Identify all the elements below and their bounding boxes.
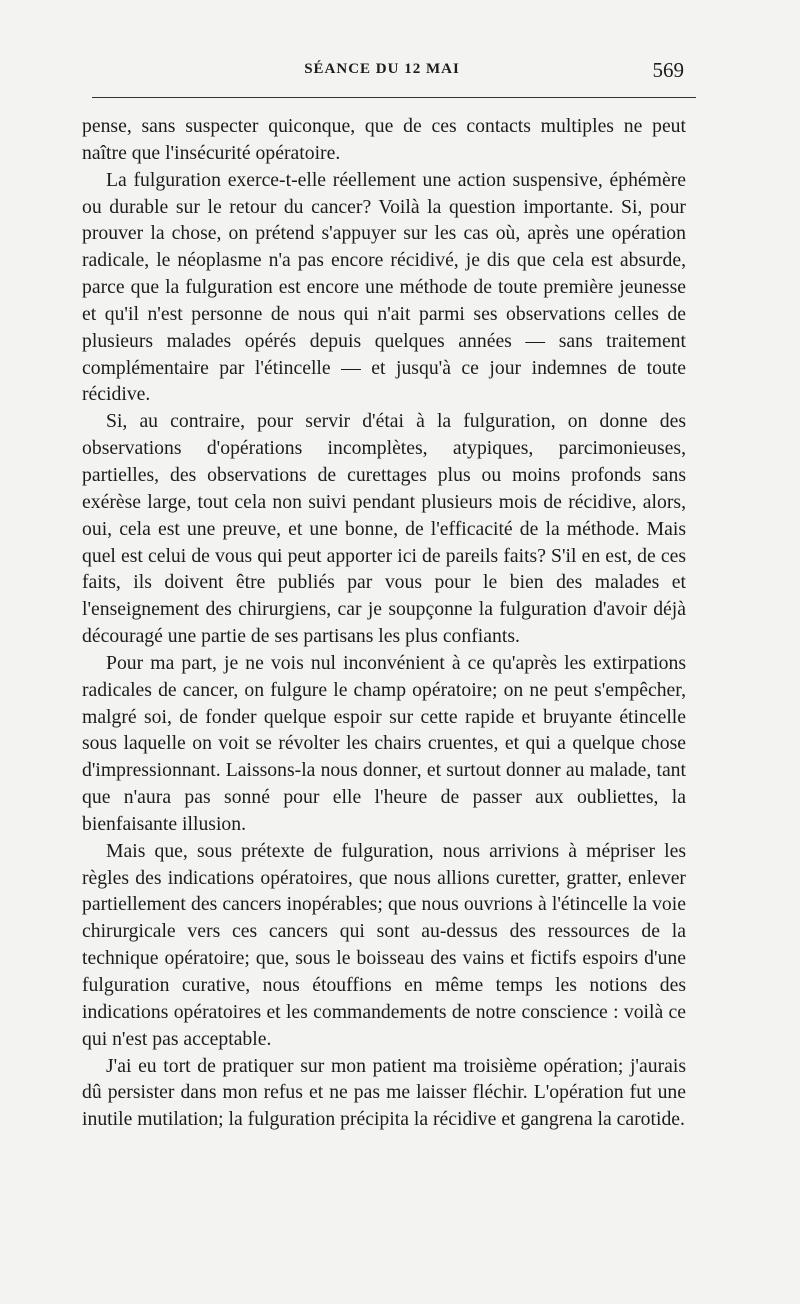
paragraph: Pour ma part, je ne vois nul inconvénient à ce qu'après les extirpations radicales de cancer, on fulgure le champ opératoire; on ne peut s'empêcher, malgré soi, de fonder quelque espoir sur cette rapide et bruyante étincelle sous laquelle on voit se révolter les chairs cruentes, et qui a quelque chose d'impressionnant. Laissons-la nous donner, et surtout donner au malade, tant que n'aura pas sonné pour elle l'heure de passer aux oubliettes, la bienfaisante illusion.: [82, 651, 686, 835]
body-text: [82, 113, 686, 1133]
page-number: 569: [652, 58, 684, 82]
paragraph: Mais que, sous prétexte de fulguration, nous arrivions à mépriser les règles des indications opératoires, que nous allions curetter, gratter, enlever partiellement des cancers inopérables; que nous ouvrions à l'étincelle la voie chirurgicale vers ces cancers qui sont au-dessus des ressources de la technique opératoire; que, sous le boisseau des vains et fictifs espoirs d'une fulguration curative, nous étouffions en même temps les notions des indications opératoires et les commandements de notre conscience : voilà ce qui n'est pas acceptable.: [82, 839, 686, 1050]
paragraph: J'ai eu tort de pratiquer sur mon patient ma troisième opération; j'aurais dû persister dans mon refus et ne pas me laisser fléchir. L'opération fut une inutile mutilation; la fulguration précipita la récidive et gangrena la carotide.: [82, 1054, 686, 1131]
paragraph: La fulguration exerce-t-elle réellement une action suspensive, éphémère ou durable sur le retour du cancer? Voilà la question importante. Si, pour prouver la chose, on prétend s'appuyer sur les cas où, après une opération radicale, le néoplasme n'a pas encore récidivé, je dis que cela est absurde, parce que la fulguration est encore une méthode de toute première jeunesse et qu'il n'est personne de nous qui n'ait parmi ses observations celles de plusieurs malades opérés depuis quelques années — sans traitement complémentaire par l'étincelle — et jusqu'à ce jour indemnes de toute récidive.: [82, 168, 686, 406]
running-title: SÉANCE DU 12 MAI: [304, 61, 460, 77]
paragraph: Si, au contraire, pour servir d'étai à la fulguration, on donne des observations d'opérations incomplètes, atypiques, parcimonieuses, partielles, des observations de curettages plus ou moins profonds sans exérèse large, tout cela non suivi pendant plusieurs mois de récidive, alors, oui, cela est une preuve, et une bonne, de l'efficacité de la méthode. Mais quel est celui de vous qui peut apporter ici de pareils faits? S'il en est, de ces faits, ils doivent être publiés par vous pour le bien des malades et l'enseignement des chirurgiens, car je soupçonne la fulguration d'avoir déjà découragé une partie de ses partisans les plus confiants.: [82, 410, 686, 648]
header-rule: [92, 97, 696, 98]
paragraph-continued: pense, sans suspecter quiconque, que de ces contacts multiples ne peut naître que l'insécurité opératoire.: [82, 115, 686, 164]
running-head: [80, 58, 684, 84]
